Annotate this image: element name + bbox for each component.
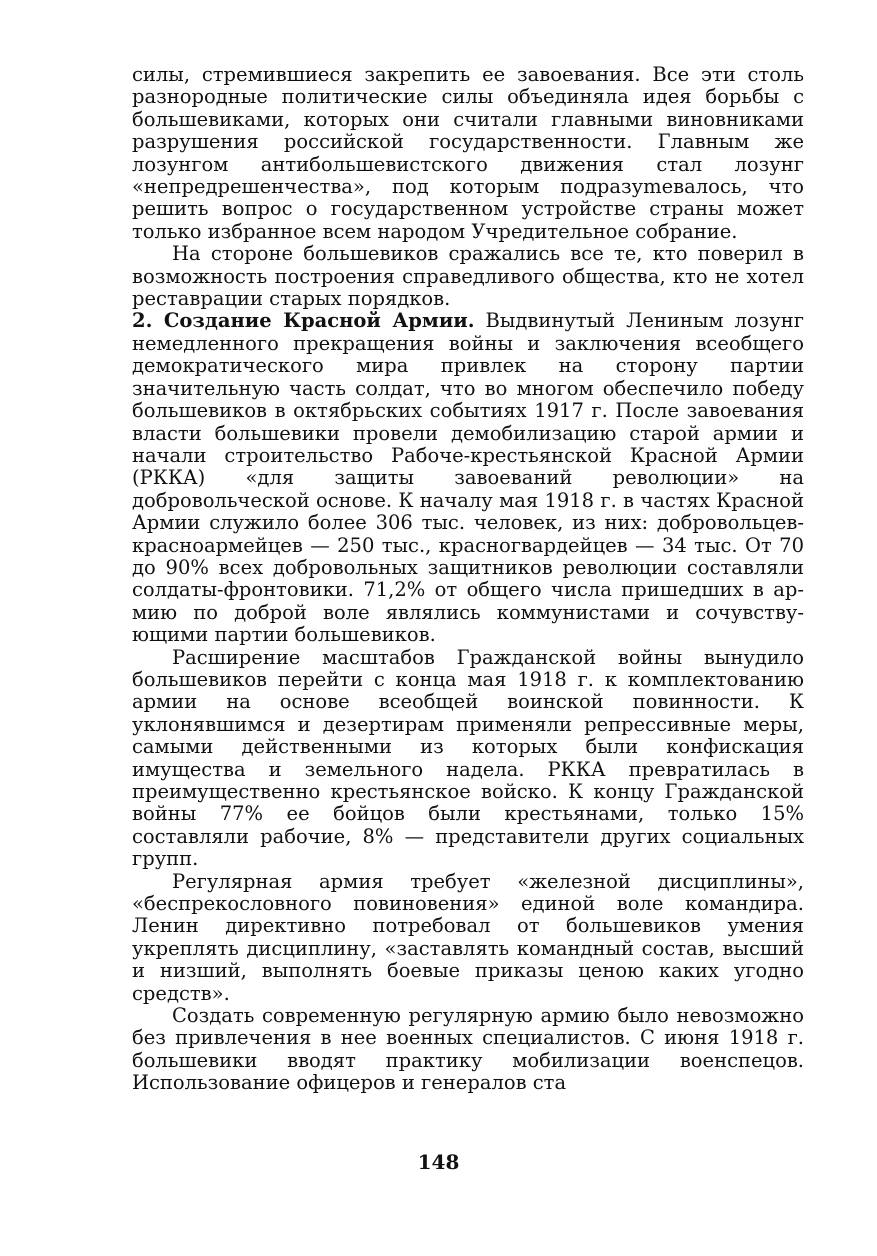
page-number: 148 xyxy=(417,1150,460,1174)
section-heading: 2. Создание Красной Армии. xyxy=(132,309,475,333)
paragraph-military-specialists: Создать современную регулярную армию было невозможно без привлечения в нее военных специалистов. С июня 1918 г. большевики вводят практику мобилизации военспецов. Использование офицеров и генералов ста xyxy=(132,1004,804,1095)
paragraph-bolsheviks-side: На стороне большевиков сражались все те, кто поверил в возможность построения справедливого общества, кто не хотел реставрации старых порядков. xyxy=(132,242,804,311)
paragraph-conscription: Расширение масштабов Гражданской войны вынудило большевиков перейти с конца мая 1918 г. к комплектованию армии на основе всеобщей воинской повинности. К уклонявшимся и дезертирам применяли репрессивные меры, самыми действенными из которых были конфискация имущества и земельного надела. РККА превратилась в преимущественно крестьянское войско. К концу Гражданской войны 77% ее бойцов были крестьянами, только 15% составляли рабочие, 8% — представители других социальных групп. xyxy=(132,645,804,871)
page-body xyxy=(132,64,804,1095)
section-text: Выдвинутый Лениным лозунг немедленного прекращения войны и заключения всеобщего демократического мира привлек на сторону партии значительную часть солдат, что во многом обеспечило победу большевиков в октябрьских событиях 1917 г. После завоевания власти большевики провели демобилизацию старой армии и начали строительство Рабоче-крестьянской Красной Армии (РККА) «для защиты завоеваний революции» на добровольческой основе. К началу мая 1918 г. в частях Красной Армии служило более 306 тыс. человек, из них: добровольцев-красноармейцев — 250 тыс., красногвардейцев — 34 тыс. От 70 до 90% всех добровольных защитников революции составляли солдаты-фронтовики. 71,2% от общего числа пришедших в армию по доброй воле являлись коммунистами и сочувствующими партии большевиков. xyxy=(132,309,804,647)
paragraph-discipline: Регулярная армия требует «железной дисциплины», «беспрекословного повиновения» единой воле командира. Ленин директивно потребовал от большевиков умения укреплять дисциплину, «заставлять командный состав, высший и низший, выполнять боевые приказы ценою каких угодно средств». xyxy=(132,869,804,1005)
paragraph-red-army-creation xyxy=(132,310,804,646)
paragraph-continuation: силы, стремившиеся закрепить ее завоевания. Все эти столь разнородные политические силы объединяла идея борьбы с большевиками, которых они считали главными виновниками разрушения российской государственности. Главным же лозунгом антибольшевистского движения стал лозунг «непредрешенчества», под которым подразуmевалось, что решить вопрос о государственном устройстве страны может только избранное всем народом Учредительное собрание. xyxy=(132,63,804,243)
